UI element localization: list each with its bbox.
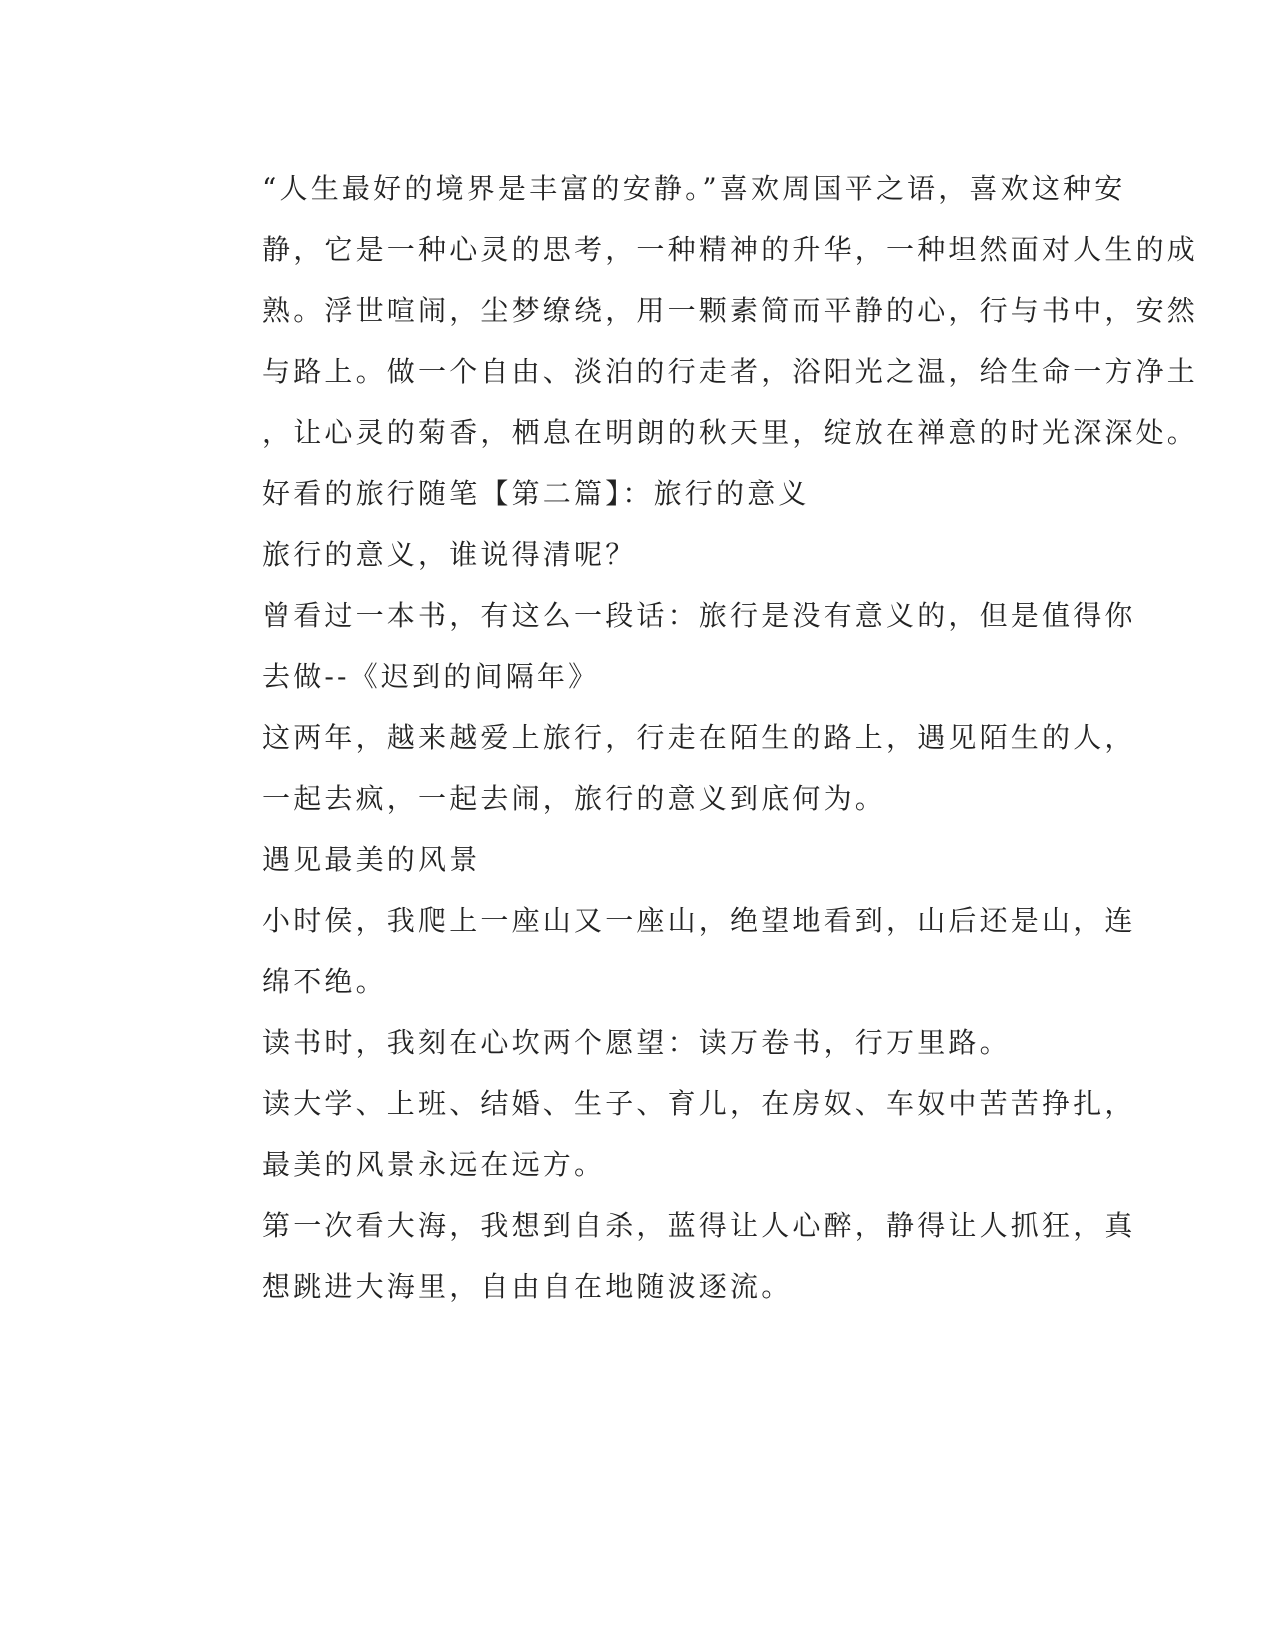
- text-line: 曾看过一本书，有这么一段话：旅行是没有意义的，但是值得你: [262, 599, 1136, 632]
- text-line: 读书时，我刻在心坎两个愿望：读万卷书，行万里路。: [262, 1026, 1011, 1059]
- paragraph: [188, 1073, 1136, 1195]
- text-line: 静，它是一种心灵的思考，一种精神的升华，一种坦然面对人生的成: [262, 233, 1199, 266]
- text-line: 小时侯，我爬上一座山又一座山，绝望地看到，山后还是山，连: [262, 904, 1136, 937]
- text-line: 第一次看大海，我想到自杀，蓝得让人心醉，静得让人抓狂，真: [262, 1209, 1136, 1242]
- text-line: 想跳进大海里，自由自在地随波逐流。: [262, 1270, 793, 1303]
- paragraph: [188, 1012, 1068, 1073]
- text-line: 这两年，越来越爱上旅行，行走在陌生的路上，遇见陌生的人，: [262, 721, 1136, 754]
- document-body: [188, 158, 1199, 1317]
- text-line: 熟。浮世喧闹，尘梦缭绕，用一颗素简而平静的心，行与书中，安然: [262, 294, 1199, 327]
- text-line: ，让心灵的菊香，栖息在明朗的秋天里，绽放在禅意的时光深深处。: [262, 416, 1199, 449]
- text-line: 旅行的意义，谁说得清呢？: [262, 538, 637, 571]
- paragraph: [188, 707, 1136, 829]
- text-line: “人生最好的境界是丰富的安静。”喜欢周国平之语，喜欢这种安: [262, 172, 1126, 205]
- subheading-text: 遇见最美的风景: [262, 843, 481, 876]
- text-line: 绵不绝。: [262, 965, 387, 998]
- text-line: 与路上。做一个自由、淡泊的行走者，浴阳光之温，给生命一方净土: [262, 355, 1199, 388]
- paragraph: [188, 1195, 1136, 1317]
- text-line: 一起去疯，一起去闹，旅行的意义到底何为。: [262, 782, 887, 815]
- text-line: 去做--《迟到的间隔年》: [262, 660, 600, 693]
- paragraph: [188, 890, 1136, 1012]
- paragraph-quote: [188, 158, 1199, 463]
- paragraph: [188, 524, 1068, 585]
- text-line: 最美的风景永远在远方。: [262, 1148, 606, 1181]
- subheading: [188, 829, 1068, 890]
- paragraph: [188, 585, 1136, 707]
- text-line: 读大学、上班、结婚、生子、育儿，在房奴、车奴中苦苦挣扎，: [262, 1087, 1136, 1120]
- section-heading: [188, 463, 1068, 524]
- heading-text: 好看的旅行随笔【第二篇】：旅行的意义: [262, 477, 810, 510]
